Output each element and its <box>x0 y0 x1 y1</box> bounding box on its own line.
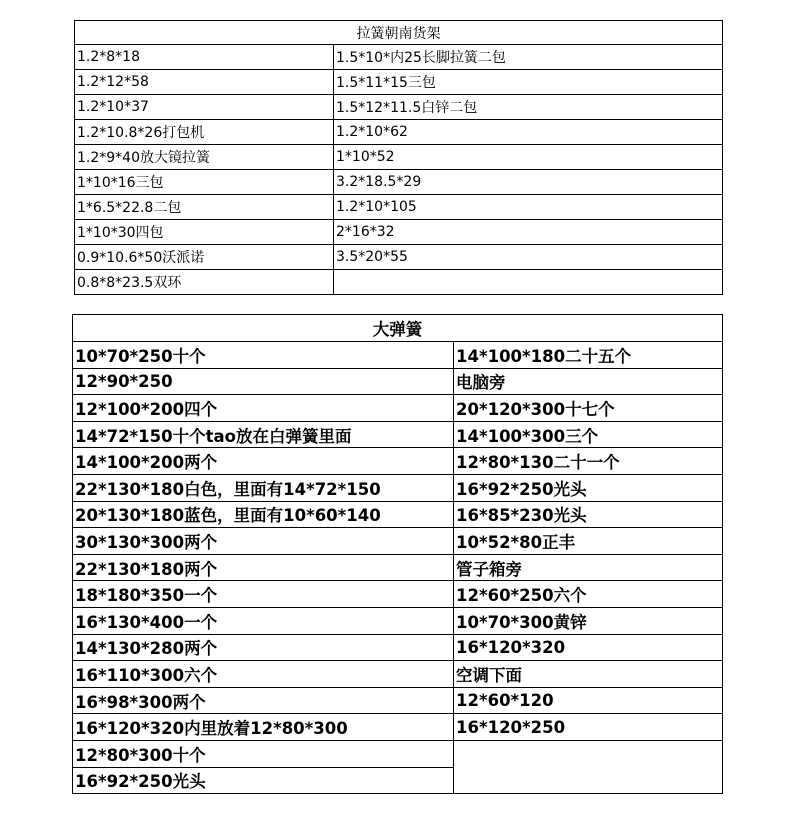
table-header-row <box>73 315 723 342</box>
table-row <box>73 528 723 555</box>
table-row <box>73 448 723 475</box>
cell-right: 14*100*180二十五个 <box>454 342 723 369</box>
cell-right: 20*120*300十七个 <box>454 395 723 422</box>
cell-right: 1.2*10*105 <box>334 195 723 220</box>
cell-left: 18*180*350一个 <box>73 581 454 608</box>
cell-left: 1*10*16三包 <box>75 170 334 195</box>
cell-left: 12*90*250 <box>73 368 454 395</box>
cell-left: 1*10*30四包 <box>75 220 334 245</box>
table-title: 大弹簧 <box>73 315 723 342</box>
cell-left: 1.2*9*40放大镜拉簧 <box>75 145 334 170</box>
table-row <box>75 45 723 70</box>
cell-left: 1*6.5*22.8二包 <box>75 195 334 220</box>
cell-right: 空调下面 <box>454 661 723 688</box>
cell-right: 1*10*52 <box>334 145 723 170</box>
table-row <box>73 714 723 741</box>
cell-left: 30*130*300两个 <box>73 528 454 555</box>
cell-left: 16*110*300六个 <box>73 661 454 688</box>
cell-left: 12*100*200四个 <box>73 395 454 422</box>
cell-right: 14*100*300三个 <box>454 421 723 448</box>
table-row <box>73 421 723 448</box>
cell-left: 0.8*8*23.5双环 <box>75 270 334 295</box>
cell-right: 1.5*12*11.5白锌二包 <box>334 95 723 120</box>
cell-left: 1.2*10.8*26打包机 <box>75 120 334 145</box>
table-row <box>75 120 723 145</box>
cell-right: 电脑旁 <box>454 368 723 395</box>
cell-left: 14*72*150十个tao放在白弹簧里面 <box>73 421 454 448</box>
cell-right <box>454 740 723 793</box>
table-row <box>73 368 723 395</box>
table-row <box>75 145 723 170</box>
table-row <box>75 220 723 245</box>
table-title: 拉簧朝南货架 <box>75 21 723 45</box>
cell-right: 2*16*32 <box>334 220 723 245</box>
shelf-table-large-springs <box>72 314 723 794</box>
cell-left: 14*130*280两个 <box>73 634 454 661</box>
table-row <box>73 687 723 714</box>
shelf-table-tension-springs <box>74 20 723 295</box>
cell-right: 12*60*120 <box>454 687 723 714</box>
cell-left: 1.2*8*18 <box>75 45 334 70</box>
table-row <box>73 395 723 422</box>
cell-left: 16*92*250光头 <box>73 767 454 794</box>
cell-left: 10*70*250十个 <box>73 342 454 369</box>
table-row <box>75 70 723 95</box>
table-row <box>73 581 723 608</box>
cell-right: 12*60*250六个 <box>454 581 723 608</box>
table-header-row <box>75 21 723 45</box>
cell-right: 1.5*10*内25长脚拉簧二包 <box>334 45 723 70</box>
cell-left: 1.2*12*58 <box>75 70 334 95</box>
cell-left: 14*100*200两个 <box>73 448 454 475</box>
cell-left: 16*120*320内里放着12*80*300 <box>73 714 454 741</box>
table-row <box>75 270 723 295</box>
cell-left: 1.2*10*37 <box>75 95 334 120</box>
table-row <box>73 501 723 528</box>
cell-left: 12*80*300十个 <box>73 740 454 767</box>
cell-right: 3.2*18.5*29 <box>334 170 723 195</box>
cell-right: 16*85*230光头 <box>454 501 723 528</box>
cell-right: 管子箱旁 <box>454 554 723 581</box>
table-row <box>73 607 723 634</box>
cell-left: 22*130*180两个 <box>73 554 454 581</box>
table-row <box>73 634 723 661</box>
cell-right: 3.5*20*55 <box>334 245 723 270</box>
table-row <box>75 195 723 220</box>
table-row <box>75 245 723 270</box>
cell-right <box>334 270 723 295</box>
table-row <box>73 554 723 581</box>
cell-left: 16*130*400一个 <box>73 607 454 634</box>
cell-right: 1.2*10*62 <box>334 120 723 145</box>
cell-left: 20*130*180蓝色，里面有10*60*140 <box>73 501 454 528</box>
table-row <box>73 740 723 767</box>
cell-right: 1.5*11*15三包 <box>334 70 723 95</box>
cell-right: 16*92*250光头 <box>454 474 723 501</box>
cell-left: 16*98*300两个 <box>73 687 454 714</box>
table-row <box>75 170 723 195</box>
table-row <box>73 342 723 369</box>
cell-right: 16*120*250 <box>454 714 723 741</box>
cell-right: 12*80*130二十一个 <box>454 448 723 475</box>
cell-right: 16*120*320 <box>454 634 723 661</box>
cell-left: 0.9*10.6*50沃派诺 <box>75 245 334 270</box>
table-row <box>73 661 723 688</box>
cell-right: 10*52*80正丰 <box>454 528 723 555</box>
cell-left: 22*130*180白色，里面有14*72*150 <box>73 474 454 501</box>
table-row <box>73 474 723 501</box>
table-row <box>75 95 723 120</box>
cell-right: 10*70*300黄锌 <box>454 607 723 634</box>
